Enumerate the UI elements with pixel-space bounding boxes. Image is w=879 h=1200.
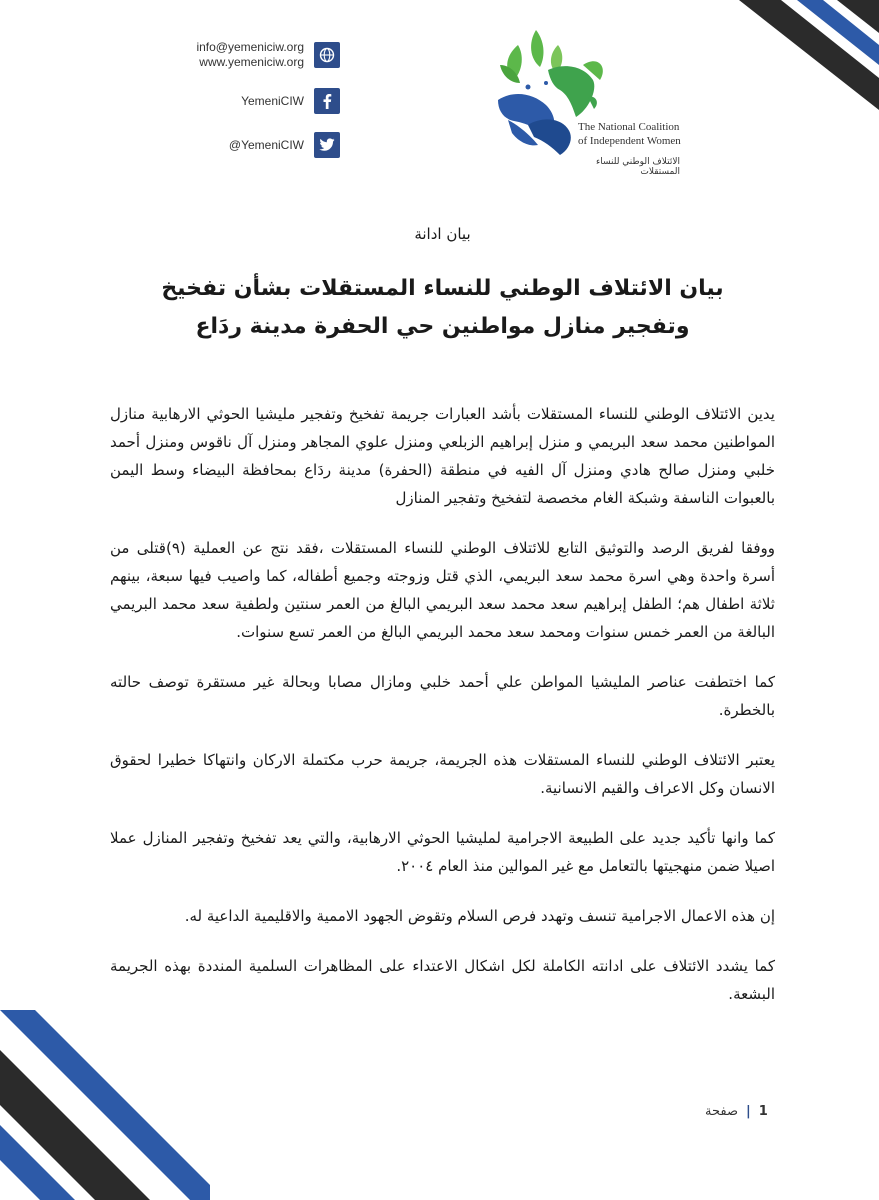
paragraph: ووفقا لفريق الرصد والتوثيق التابع للائتلاف الوطني للنساء المستقلات ،فقد نتج عن العملية (٩)قتلى من أسرة واحدة وهي اسرة محمد سعد البريمي، الذي قتل وزوجته وجميع أطفاله، كما واصيب فيها سبعة، بينهم ثلاثة اطفال هم؛ الطفل إبراهيم سعد محمد سعد البريمي البالغ من العمر سنتين ولطفية سعد محمد البريمي البالغة من العمر خمس سنوات ومحمد سعد محمد البريمي البالغ من العمر تسع سنوات. [110, 539, 775, 641]
paragraph: كما يشدد الائتلاف على ادانته الكاملة لكل اشكال الاعتداء على المظاهرات السلمية المنددة بهذه الجريمة البشعة. [110, 957, 775, 1003]
twitter-contact-row [180, 132, 340, 158]
statement-body [110, 400, 775, 1030]
top-right-corner-stripes [739, 0, 879, 110]
logo-english-line1: The National Coalition [578, 121, 680, 133]
facebook-contact-row [180, 88, 340, 114]
facebook-icon [314, 88, 340, 114]
statement-title-line1: بيان الائتلاف الوطني للنساء المستقلات بشأن تفخيخ [161, 276, 724, 301]
paragraph: يعتبر الائتلاف الوطني للنساء المستقلات هذه الجريمة، جريمة حرب مكتملة الاركان وانتهاكا خطيرا لحقوق الانسان وكل الاعراف والقيم الانسانية. [110, 751, 775, 797]
statement-kicker: بيان ادانة [414, 225, 471, 243]
email-text[interactable]: info@yemeniciw.org [196, 40, 304, 54]
page-footer [705, 1104, 768, 1119]
statement-title [110, 270, 775, 346]
twitter-handle[interactable]: @YemeniCIW [228, 137, 304, 152]
contact-block [180, 40, 340, 176]
web-contact-row [180, 40, 340, 70]
statement-title-line2: وتفجير منازل مواطنين حي الحفرة مدينة ردَاع [195, 314, 690, 339]
twitter-icon [314, 132, 340, 158]
page-number: 1 [758, 1104, 768, 1119]
paragraph: كما وانها تأكيد جديد على الطبيعة الاجرامية لمليشيا الحوثي الارهابية، والتي يعد تفخيخ وتفجير المنازل عملا اصيلا ضمن منهجيتها بالتعامل مع غير الموالين منذ العام ٢٠٠٤. [110, 829, 775, 875]
paragraph: كما اختطفت عناصر المليشيا المواطن علي أحمد خلبي ومازال مصابا وبحالة غير مستقرة توصف حالته بالخطرة. [110, 673, 775, 719]
bottom-left-corner-stripes [0, 1010, 210, 1200]
page-separator: | [745, 1104, 751, 1119]
facebook-handle[interactable]: YemeniCIW [241, 93, 304, 108]
globe-icon [314, 42, 340, 68]
logo-english-line2: of Independent Women [578, 135, 681, 147]
website-text[interactable]: www.yemeniciw.org [199, 55, 304, 69]
logo-arabic-name: الائتلاف الوطني للنساء المستقلات [596, 157, 680, 177]
paragraph: يدين الائتلاف الوطني للنساء المستقلات بأشد العبارات جريمة تفخيخ وتفجير ملیشیا الحوثي الارهابية منازل المواطنين محمد سعد البريمي و منزل إبراهيم الزبلعي ومنزل علوي المجاهر ومنزل آل ناقوس ومنزل أحمد خلبي ومنزل صالح هادي ومنزل آل الفيه في منطقة (الحفرة) مدينة ردَاع بمحافظة البيضاء وسط اليمن بالعبوات الناسفة وشبكة الغام مخصصة لتفخيخ وتفجير المنازل [110, 405, 775, 507]
paragraph: إن هذه الاعمال الاجرامية تنسف وتهدد فرص السلام وتقوض الجهود الاممية والاقليمية الداعية له. [184, 907, 775, 925]
logo-english-name [578, 120, 681, 148]
page-label: صفحة [705, 1104, 738, 1119]
